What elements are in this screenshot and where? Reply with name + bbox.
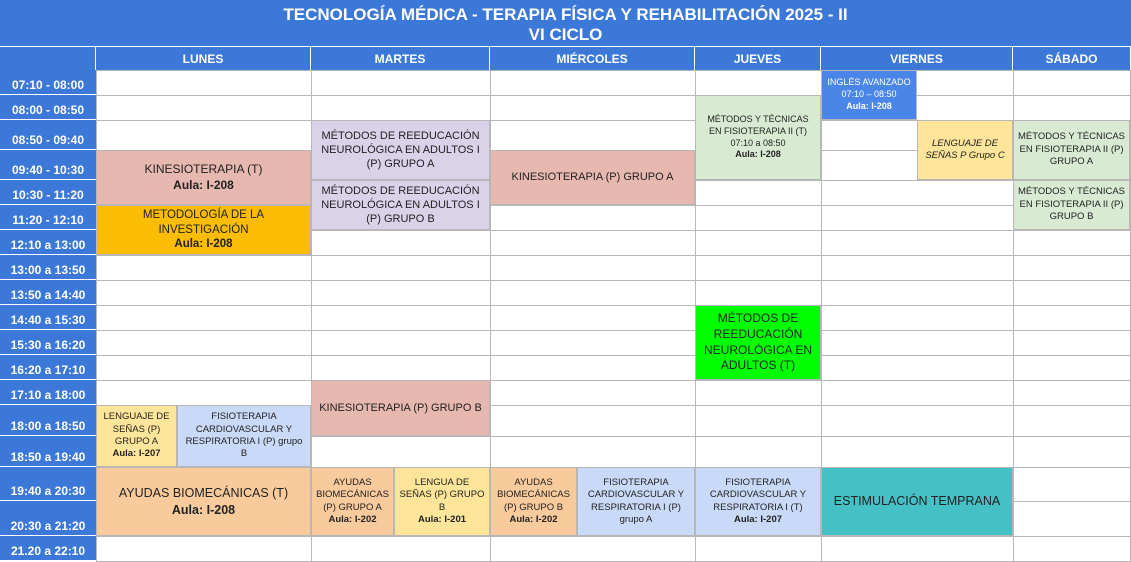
course-text: ESTIMULACIÓN TEMPRANA [833,494,1001,509]
course-block-lunes-ayudas [96,467,311,536]
time-slot-label: 13:00 a 13:50 [0,255,96,280]
schedule-title [0,0,1131,47]
grid-line-horizontal [96,255,1131,256]
time-slot-label: 14:40 a 15:30 [0,305,96,330]
course-text: Aula: I-207 [112,448,161,460]
day-header-jueves: JUEVES [695,47,821,70]
course-text: Aula: I-208 [846,100,892,111]
day-header-viernes: VIERNES [821,47,1013,70]
title-line-1: TECNOLOGÍA MÉDICA - TERAPIA FÍSICA Y REHABILITACIÓN 2025 - II [283,5,848,24]
grid-line-horizontal [96,280,1131,281]
course-text: MÉTODOS Y TÉCNICAS EN FISIOTERAPIA II (T) 07:10 a 08:50 [707,114,809,148]
course-text: AYUDAS BIOMECÁNICAS (T) [118,486,289,501]
time-slot-label: 08:00 - 08:50 [0,95,96,120]
course-text: FISIOTERAPIA CARDIOVASCULAR Y RESPIRATORIA I (P) grupo B [185,411,303,460]
course-block-jueves-fisio [695,467,821,536]
course-text: FISIOTERAPIA CARDIOVASCULAR Y RESPIRATORIA I (P) grupo A [587,476,685,525]
time-slot-label: 10:30 - 11:20 [0,180,96,205]
course-block-miercoles-kinesio-a [490,150,695,205]
course-block-viernes-lenguaje-c [917,120,1013,180]
day-header-sabado: SÁBADO [1013,47,1131,70]
grid-line-horizontal [96,95,1131,96]
course-block-martes-metodos-b [311,180,490,230]
course-text: MÉTODOS DE REEDUCACIÓN NEUROLÓGICA EN ADULTOS I (P) GRUPO A [321,129,480,171]
course-text: AYUDAS BIOMECÁNICAS (P) GRUPO A [316,476,389,513]
time-slot-label: 12:10 a 13:00 [0,230,96,255]
grid-line-horizontal [96,330,1131,331]
course-block-miercoles-ayudas-b [490,467,577,536]
time-slot-label: 18:50 a 19:40 [0,436,96,467]
course-text: METODOLOGÍA DE LA INVESTIGACIÓN [142,208,265,236]
course-text: MÉTODOS Y TÉCNICAS EN FISIOTERAPIA II (P) GRUPO A [1018,131,1125,168]
course-text: MÉTODOS Y TÉCNICAS EN FISIOTERAPIA II (P) GRUPO B [1018,186,1125,223]
time-slot-label: 18:00 a 18:50 [0,405,96,436]
schedule-grid [0,47,1131,561]
time-slot-label: 17:10 a 18:00 [0,380,96,405]
time-slot-label: 11:20 - 12:10 [0,205,96,230]
time-slot-label: 19:40 a 20:30 [0,467,96,501]
course-block-martes-metodos-a [311,120,490,180]
course-text: Aula: I-201 [417,513,467,525]
course-block-viernes-ingles [821,70,917,120]
course-text: Aula: I-202 [509,513,558,525]
day-header-lunes: LUNES [96,47,311,70]
course-block-jueves-metodos-reed [695,305,821,380]
course-text: LENGUA DE SEÑAS (P) GRUPO B [399,476,485,513]
course-block-viernes-estimulacion [821,467,1013,536]
corner-cell [0,47,96,70]
course-text: Aula: I-208 [735,149,781,160]
course-block-martes-kinesio-b [311,380,490,436]
course-block-martes-ayudas-a [311,467,394,536]
course-text: INGLÉS AVANZADO [827,77,911,88]
course-text: MÉTODOS DE REEDUCACIÓN NEUROLÓGICA EN ADULTOS I (P) GRUPO B [321,184,480,226]
day-header-martes: MARTES [311,47,490,70]
time-slot-label: 20:30 a 21:20 [0,501,96,536]
course-block-martes-lengua-b [394,467,490,536]
course-text: FISIOTERAPIA CARDIOVASCULAR Y RESPIRATORIA I (T) [709,476,807,513]
course-text: 07:10 – 08:50 [841,89,897,100]
course-text: MÉTODOS DE REEDUCACIÓN NEUROLÓGICA EN ADULTOS (T) [703,311,813,373]
course-block-lunes-kinesio [96,150,311,205]
time-slot-label: 21.20 a 22:10 [0,536,96,561]
time-slot-label: 15:30 a 16:20 [0,330,96,355]
course-block-lunes-lenguaje [96,405,177,467]
course-block-miercoles-fisio-a [577,467,695,536]
course-text: Aula: I-208 [174,238,233,251]
course-text: KINESIOTERAPIA (P) GRUPO A [511,171,674,184]
course-text: Aula: I-208 [173,177,234,192]
grid-line-horizontal [96,355,1131,356]
day-header-miercoles: MIÉRCOLES [490,47,695,70]
time-slot-label: 09:40 - 10:30 [0,150,96,180]
grid-line-horizontal [96,305,1131,306]
course-text: AYUDAS BIOMECÁNICAS (P) GRUPO B [497,476,570,513]
course-block-jueves-metodos-tec [695,95,821,180]
course-text: Aula: I-208 [171,502,236,517]
course-text: KINESIOTERAPIA (T) [144,161,263,176]
course-block-sabado-metodos-a [1013,120,1130,180]
course-block-lunes-metodologia [96,205,311,255]
course-text: LENGUAJE DE SEÑAS P Grupo C [925,137,1005,161]
course-block-lunes-fisio [177,405,311,467]
time-slot-label: 08:50 - 09:40 [0,120,96,150]
title-line-2: VI CICLO [528,25,603,44]
course-text: KINESIOTERAPIA (P) GRUPO B [319,401,482,414]
grid-line-horizontal [96,70,1131,71]
course-text: LENGUAJE DE SEÑAS (P) GRUPO A [103,411,170,447]
course-text: Aula: I-202 [328,513,377,525]
course-text: Aula: I-207 [733,513,783,525]
course-block-sabado-metodos-b [1013,180,1130,230]
time-slot-label: 16:20 a 17:10 [0,355,96,380]
time-slot-label: 13:50 a 14:40 [0,280,96,305]
grid-line-horizontal [96,380,1131,381]
grid-line-horizontal [96,536,1131,537]
time-slot-label: 07:10 - 08:00 [0,70,96,95]
